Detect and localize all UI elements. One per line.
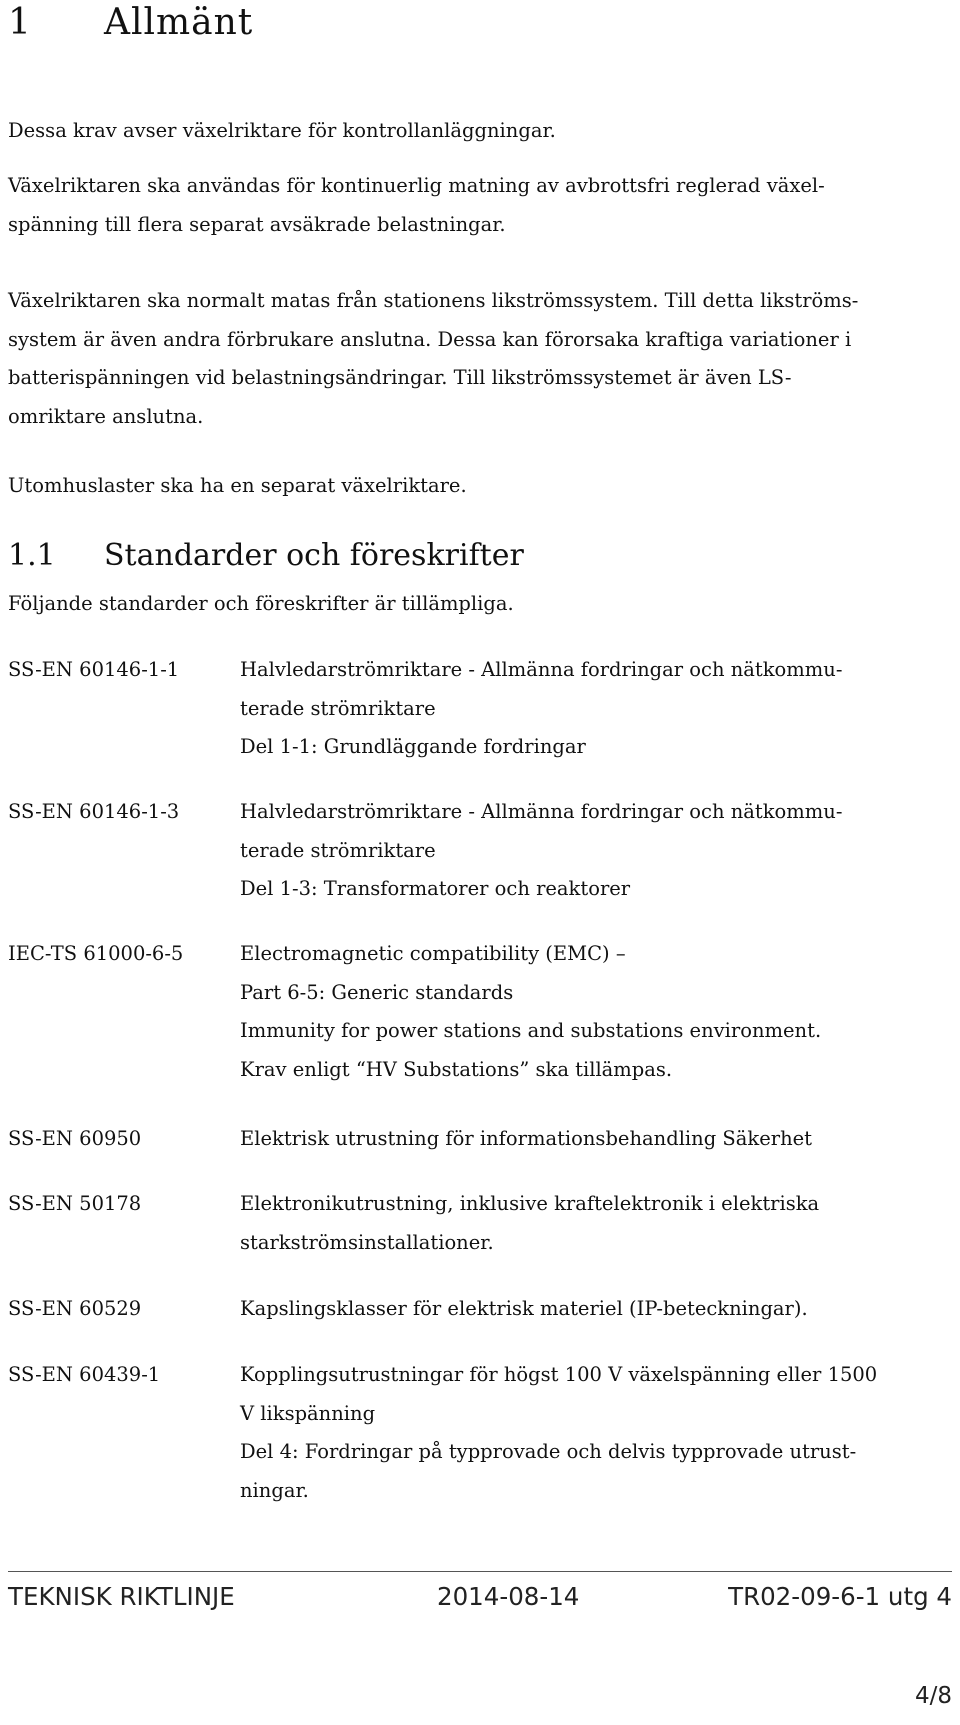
- section-heading: [8, 2, 253, 43]
- paragraph-line: system är även andra förbrukare anslutna. Dessa kan förorsaka kraftiga variationer i: [8, 327, 852, 351]
- subsection-number: 1.1: [8, 538, 56, 573]
- standard-description: [240, 935, 821, 1089]
- paragraph-line: spänning till flera separat avsäkrade belastningar.: [8, 212, 506, 236]
- standard-line: Del 4: Fordringar på typprovade och delvis typprovade utrust-: [240, 1440, 857, 1463]
- standard-line: Halvledarströmriktare - Allmänna fordringar och nätkommu-: [240, 800, 843, 823]
- paragraph-line: omriktare anslutna.: [8, 404, 204, 428]
- standard-line: terade strömriktare: [240, 838, 436, 862]
- footer-date: 2014-08-14: [437, 1582, 580, 1611]
- standard-line: Part 6-5: Generic standards: [240, 980, 514, 1004]
- paragraph-line: Utomhuslaster ska ha en separat växelriktare.: [8, 474, 467, 497]
- standard-code: SS-EN 60439-1: [8, 1363, 161, 1386]
- standard-description: [240, 1185, 819, 1262]
- standard-line: Elektrisk utrustning för informationsbehandling Säkerhet: [240, 1127, 813, 1150]
- standard-code: SS-EN 60950: [8, 1127, 142, 1150]
- paragraph-2: [8, 167, 825, 244]
- paragraph-line: Växelriktaren ska normalt matas från stationens likströmssystem. Till detta likströms-: [8, 289, 859, 312]
- standard-line: Kopplingsutrustningar för högst 100 V växelspänning eller 1500: [240, 1363, 878, 1386]
- standard-line: Kapslingsklasser för elektrisk materiel (IP-beteckningar).: [240, 1297, 808, 1320]
- standard-line: Elektronikutrustning, inklusive kraftelektronik i elektriska: [240, 1192, 820, 1215]
- standard-line: V likspänning: [240, 1401, 376, 1425]
- standard-code: SS-EN 60146-1-3: [8, 800, 180, 823]
- standard-description: [240, 651, 842, 767]
- standard-line: ningar.: [240, 1478, 309, 1502]
- standard-line: Halvledarströmriktare - Allmänna fordringar och nätkommu-: [240, 658, 843, 681]
- standard-line: Del 1-3: Transformatorer och reaktorer: [240, 877, 631, 900]
- standard-line: terade strömriktare: [240, 696, 436, 720]
- standard-line: Krav enligt “HV Substations” ska tillämpas.: [240, 1057, 673, 1081]
- section-number: 1: [8, 2, 32, 43]
- standard-line: Electromagnetic compatibility (EMC) –: [240, 942, 626, 965]
- paragraph-3: [8, 282, 858, 436]
- standard-code: SS-EN 60529: [8, 1297, 142, 1320]
- standard-description: [240, 1356, 877, 1510]
- standard-code: SS-EN 50178: [8, 1192, 142, 1215]
- standard-code: IEC-TS 61000-6-5: [8, 942, 184, 965]
- paragraph-line: Växelriktaren ska användas för kontinuerlig matning av avbrottsfri reglerad växel-: [8, 174, 825, 197]
- paragraph-line: batterispänningen vid belastningsändringar. Till likströmssystemet är även LS-: [8, 366, 792, 389]
- standard-line: starkströmsinstallationer.: [240, 1230, 494, 1254]
- paragraph-1: [8, 112, 556, 151]
- section-title: Allmänt: [104, 2, 254, 43]
- paragraph-line: Dessa krav avser växelriktare för kontrollanläggningar.: [8, 119, 556, 142]
- standard-line: Del 1-1: Grundläggande fordringar: [240, 735, 586, 758]
- standard-description: [240, 1120, 812, 1159]
- paragraph-4: [8, 467, 467, 506]
- subsection-heading: [8, 538, 524, 573]
- footer-document-id: TR02-09-6-1 utg 4: [728, 1582, 952, 1611]
- subsection-intro: Följande standarder och föreskrifter är tillämpliga.: [8, 592, 514, 615]
- standard-code: SS-EN 60146-1-1: [8, 658, 180, 681]
- footer-document-type: TEKNISK RIKTLINJE: [8, 1582, 235, 1611]
- page-number: 4/8: [914, 1683, 952, 1709]
- standard-line: Immunity for power stations and substations environment.: [240, 1019, 822, 1042]
- standard-description: [240, 793, 842, 909]
- subsection-title: Standarder och föreskrifter: [104, 538, 524, 573]
- footer-divider: [8, 1571, 952, 1572]
- standard-description: [240, 1290, 808, 1329]
